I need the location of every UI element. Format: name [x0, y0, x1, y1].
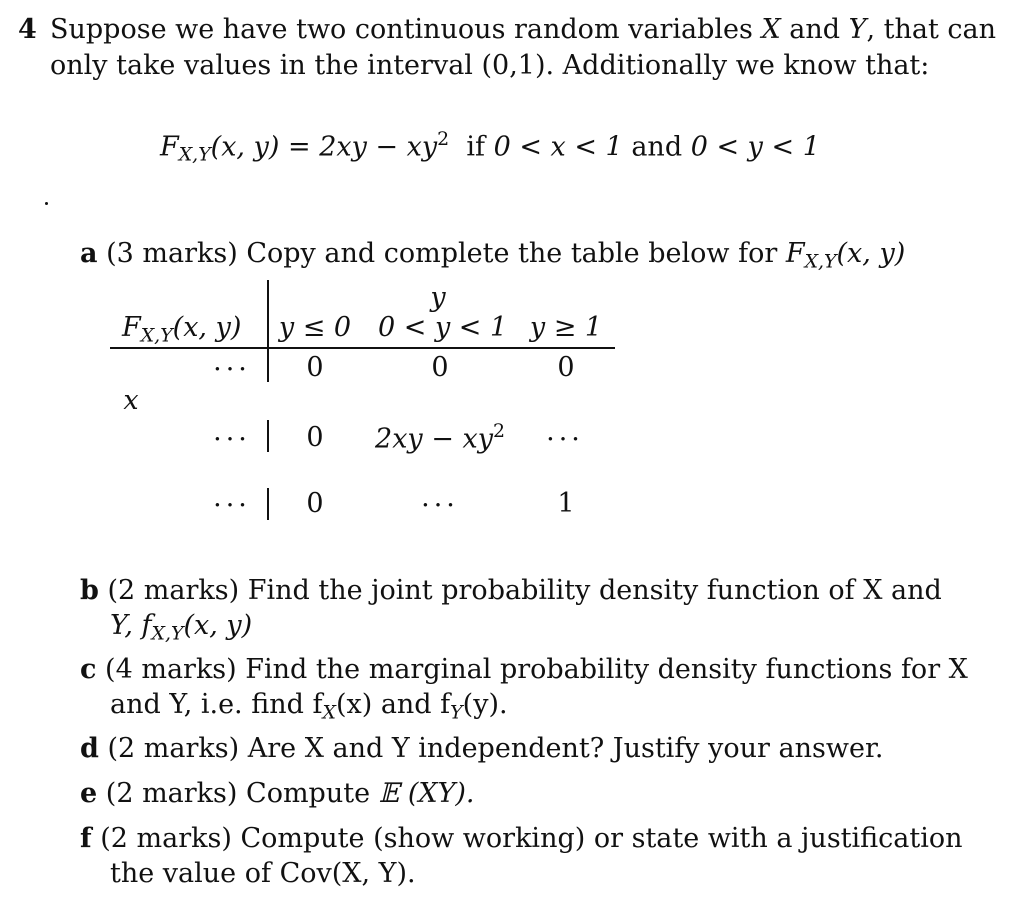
table-cell: 0 — [431, 352, 449, 383]
table-row-group-label: x — [123, 385, 139, 416]
table-row-label: ··· — [213, 424, 251, 455]
table-cell: ··· — [421, 490, 459, 521]
part-f-line-2: the value of Cov(X, Y). — [110, 858, 416, 889]
table-cell: 1 — [557, 488, 575, 519]
table-cell: $2xy - xy^2$ — [375, 420, 505, 455]
table-cell: 0 — [306, 352, 324, 383]
part-c-line-2: and Y, i.e. find $f_X(x)$ and $f_Y(y)$. — [110, 689, 508, 724]
part-f-line-1: f (2 marks) Compute (show working) or state with a justification — [80, 823, 963, 854]
part-b-line-1: b (2 marks) Find the joint probability density function of X and — [80, 575, 942, 606]
table-row-label: ··· — [213, 354, 251, 385]
intro-line-2: only take values in the interval (0,1). Additionally we know that: — [50, 50, 930, 81]
table-cell: 0 — [306, 422, 324, 453]
table-header-rule — [110, 347, 615, 349]
table-vline-bottom — [267, 488, 269, 520]
cdf-equation: $F_{X,Y}(x$, $y) = 2xy - xy^2$ if 0 < x < 1 and 0 < y < 1 — [160, 128, 820, 166]
table-col-header: y ≤ 0 — [278, 312, 352, 343]
table-cell: 0 — [557, 352, 575, 383]
table-cell: 0 — [306, 488, 324, 519]
part-c-line-1: c (4 marks) Find the marginal probability density functions for X — [80, 654, 968, 685]
intro-line-1: Suppose we have two continuous random variables X and Y, that can — [50, 14, 997, 45]
part-e: e (2 marks) Compute 𝔼 (XY). — [80, 778, 475, 809]
table-vline-mid — [267, 420, 269, 452]
table-col-group-label: y — [430, 282, 446, 313]
part-b-line-2: Y, $f_{X,Y}(x$, y) — [110, 610, 253, 645]
table-corner-label: $F_{X,Y}(x$, y) — [122, 312, 242, 347]
part-d: d (2 marks) Are X and Y independent? Justify your answer. — [80, 733, 884, 764]
table-col-header: y ≥ 1 — [529, 312, 603, 343]
table-cell: ··· — [546, 424, 584, 455]
table-row-label: ··· — [213, 490, 251, 521]
table-vline-top — [267, 280, 269, 382]
table-col-header: 0 < y < 1 — [378, 312, 508, 343]
part-a: a (3 marks) Copy and complete the table below for $F_{X,Y}(x$, y) — [80, 238, 906, 273]
stray-period — [45, 202, 48, 205]
question-number: 4 — [18, 14, 37, 45]
